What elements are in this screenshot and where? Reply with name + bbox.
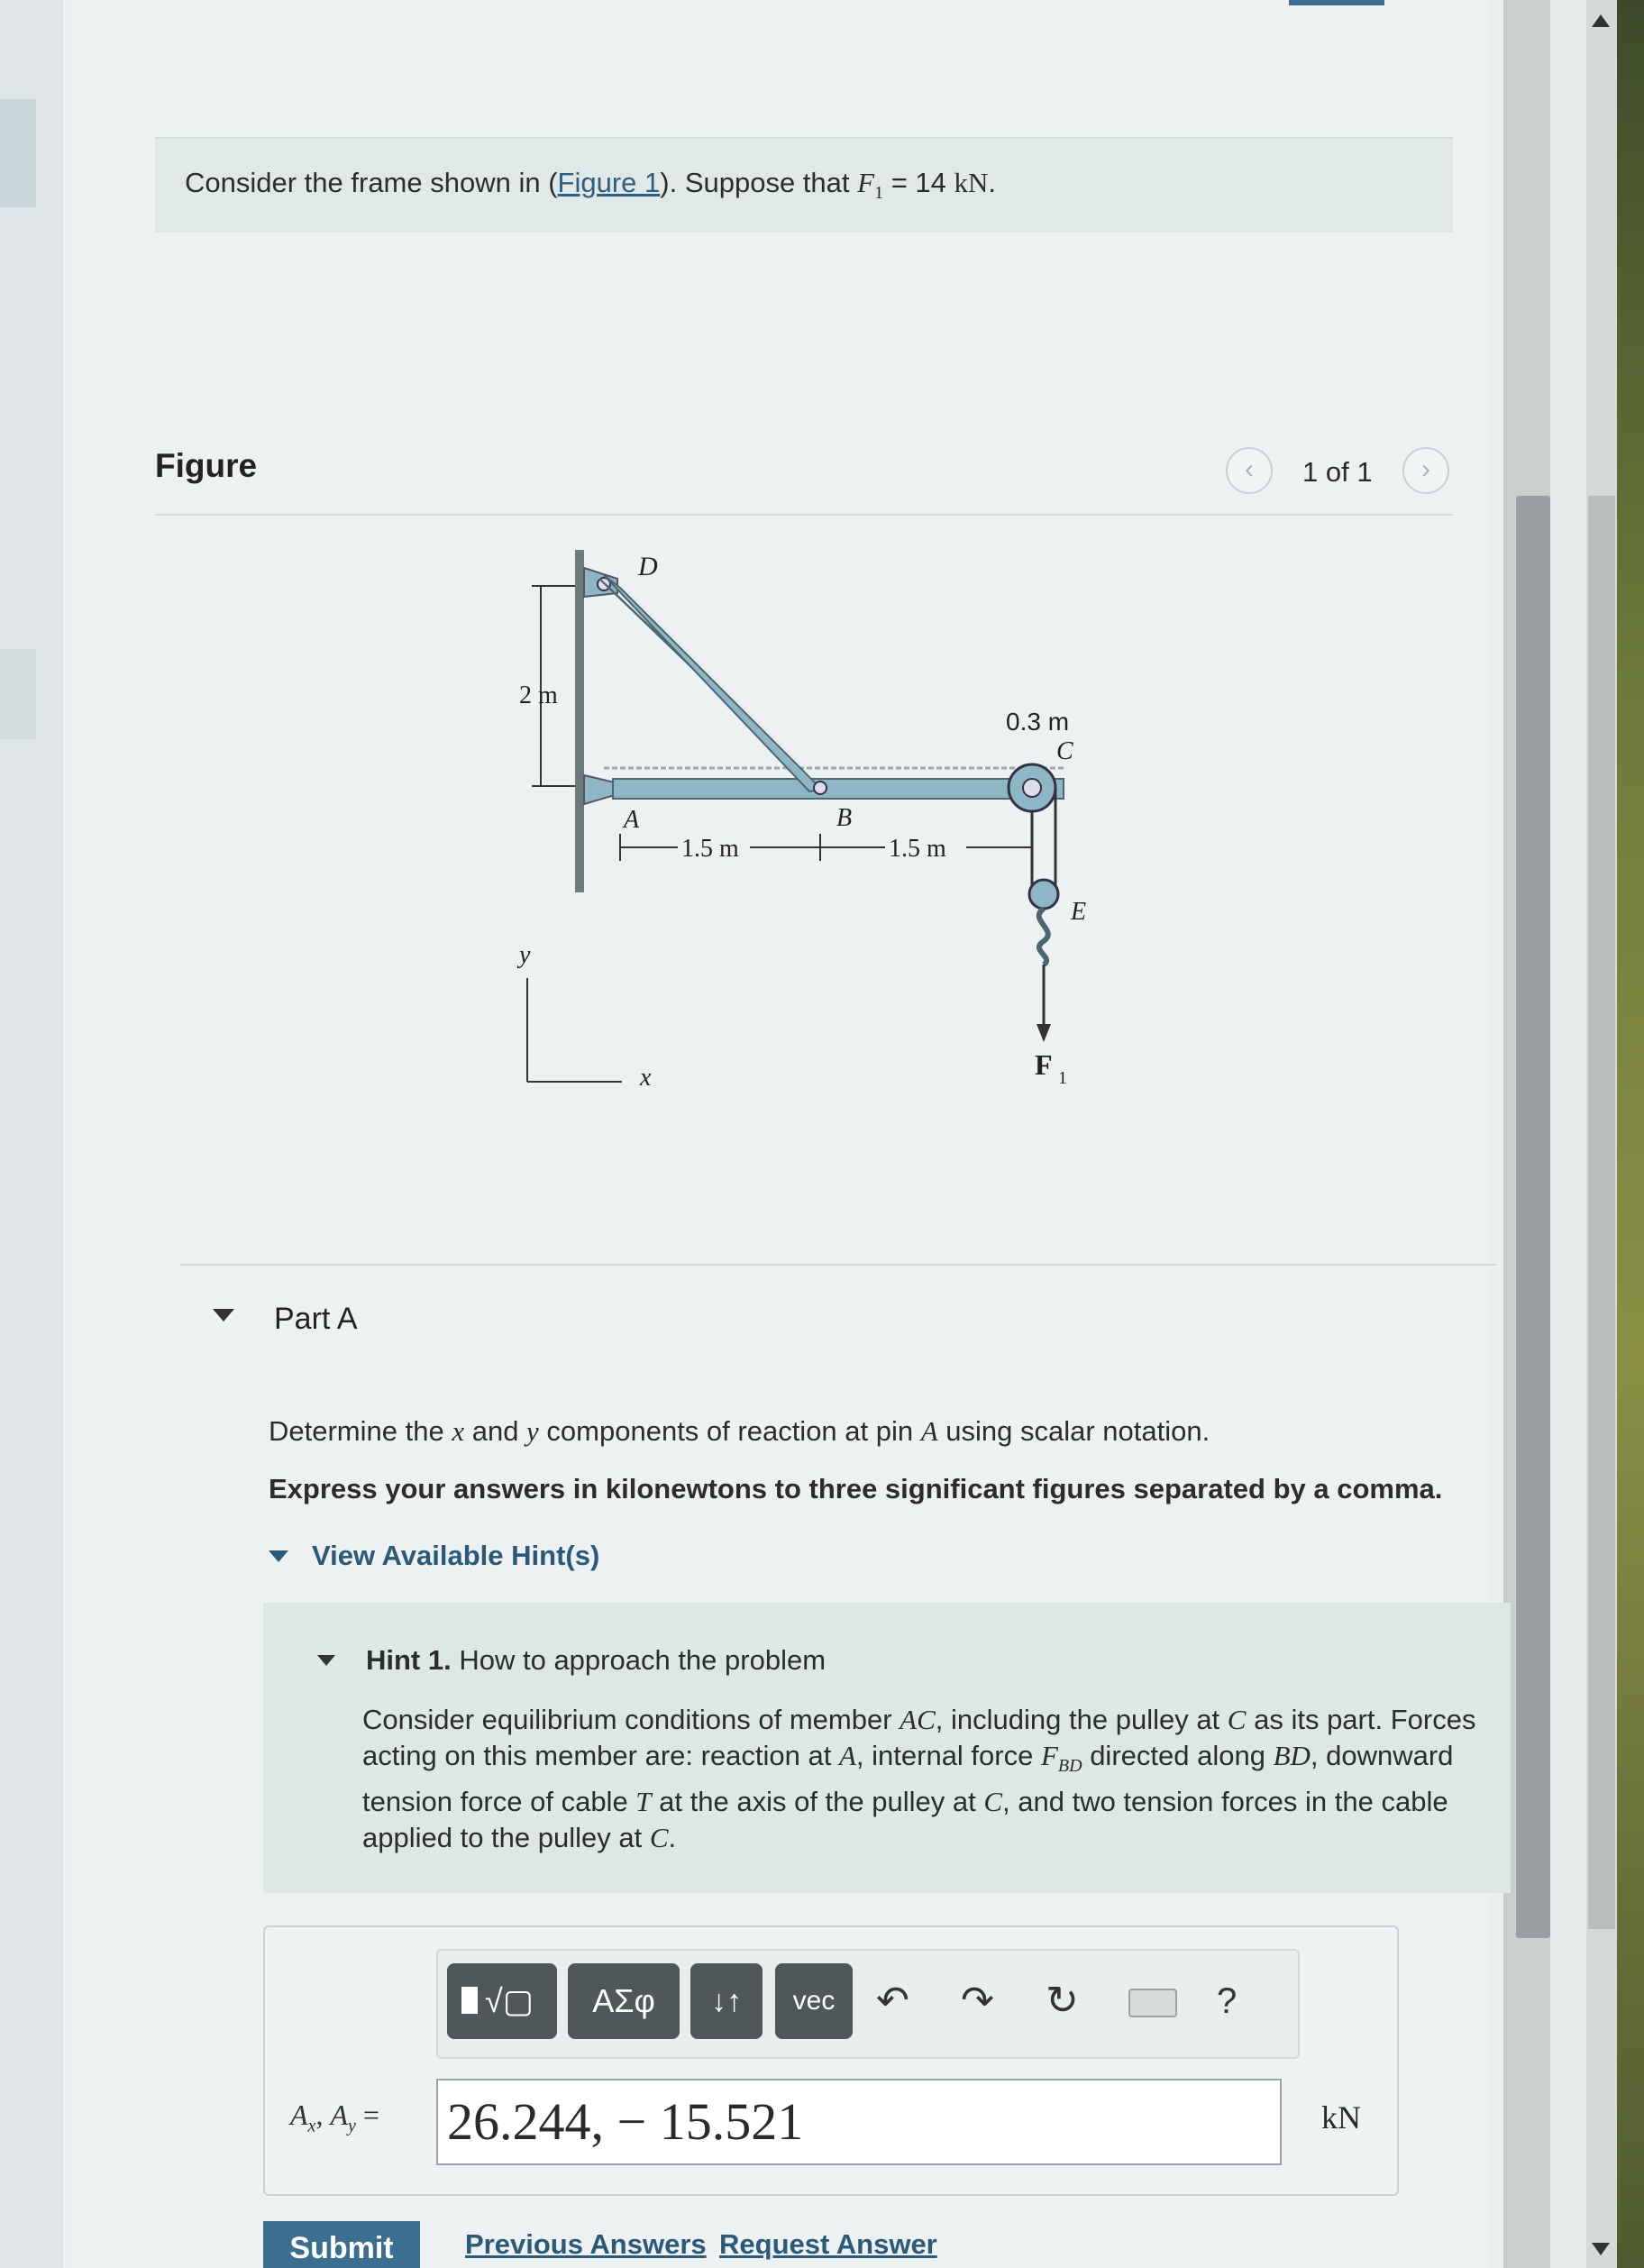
part-a-instruction: Express your answers in kilonewtons to three significant figures separated by a comma. [269, 1473, 1443, 1504]
figure-link[interactable]: Figure 1 [557, 167, 661, 198]
sqrt-template-icon: √▢ [485, 1982, 534, 2019]
undo-icon[interactable]: ↶ [876, 1979, 909, 2023]
problem-statement: Consider the frame shown in (Figure 1). Suppose that $F_1 = 14$ kN. [185, 167, 997, 204]
vector-button[interactable]: vec [775, 1963, 853, 2039]
section-divider [180, 1264, 1496, 1266]
label-radius: 0.3 m [1006, 708, 1070, 736]
greek-symbols-button[interactable]: ΑΣφ [568, 1963, 680, 2039]
scroll-up-arrow-icon[interactable] [1592, 14, 1610, 27]
part-a-collapse-icon[interactable] [213, 1309, 234, 1321]
figure-counter: 1 of 1 [1302, 456, 1373, 488]
keyboard-icon[interactable] [1128, 1989, 1177, 2017]
answer-label: $A_x$, $A_y$ = [290, 2099, 379, 2136]
browser-scrollbar-thumb[interactable] [1588, 496, 1615, 1929]
label-c: C [1056, 737, 1073, 765]
label-x-axis: x [640, 1064, 652, 1092]
label-y-axis: y [519, 941, 531, 969]
left-panel-strip [0, 0, 63, 2268]
hint-title[interactable]: Hint 1. How to approach the problem [366, 1644, 827, 1676]
answer-input[interactable]: 26.244, − 15.521 [436, 2079, 1282, 2165]
label-height: 2 m [519, 681, 558, 709]
right-gutter [1550, 0, 1586, 2268]
scroll-down-arrow-icon[interactable] [1592, 2243, 1610, 2255]
desktop-background-edge [1617, 0, 1644, 2268]
submit-button[interactable]: Submit [263, 2221, 420, 2268]
label-bc: 1.5 m [889, 835, 946, 863]
hint-body: Consider equilibrium conditions of member AC, including the pulley at C as its part. Forces acting on this member are: reaction at A, internal force $F_{BD}$ directed along BD, downward tension force of cable T at the axis of the pulley at C, and two tension forces in the cable applied to the pulley at C. [362, 1704, 1476, 1854]
label-force: F [1035, 1048, 1053, 1081]
reset-icon[interactable]: ↻ [1046, 1979, 1079, 2023]
redo-icon[interactable]: ↷ [961, 1979, 994, 2023]
chevron-left-icon: ‹ [1245, 454, 1254, 484]
label-force-sub: 1 [1058, 1068, 1067, 1088]
answer-unit: kN [1321, 2099, 1361, 2135]
pin-b [814, 782, 827, 794]
chevron-right-icon: › [1421, 454, 1430, 484]
hint-collapse-icon[interactable] [317, 1655, 335, 1666]
bracket-a [584, 775, 615, 804]
hook [1039, 909, 1048, 965]
templates-button[interactable] [447, 1963, 557, 2039]
pulley-e [1029, 880, 1058, 909]
view-hints-toggle[interactable]: View Available Hint(s) [312, 1540, 600, 1571]
frame-figure [469, 523, 1226, 1154]
content-scrollbar-thumb[interactable] [1516, 496, 1550, 1938]
label-a: A [624, 806, 640, 834]
label-b: B [836, 804, 853, 832]
wall [575, 550, 584, 892]
figure-heading: Figure [155, 447, 258, 484]
member-ac [613, 779, 1064, 799]
arrows-button[interactable]: ↓↑ [690, 1963, 763, 2039]
help-icon[interactable]: ? [1217, 1981, 1238, 2021]
figure-divider [155, 514, 1453, 516]
top-tab-fragment [1289, 0, 1384, 5]
previous-answers-link[interactable]: Previous Answers [465, 2228, 707, 2260]
label-ab: 1.5 m [681, 835, 739, 863]
label-d: D [638, 552, 658, 581]
part-a-title[interactable]: Part A [274, 1302, 358, 1336]
figure-prev-button[interactable] [1226, 447, 1273, 494]
request-answer-link[interactable]: Request Answer [719, 2228, 937, 2260]
figure-next-button[interactable] [1402, 447, 1449, 494]
part-a-question: Determine the x and y components of reaction at pin A using scalar notation. [269, 1415, 1210, 1447]
label-e: E [1071, 898, 1087, 926]
